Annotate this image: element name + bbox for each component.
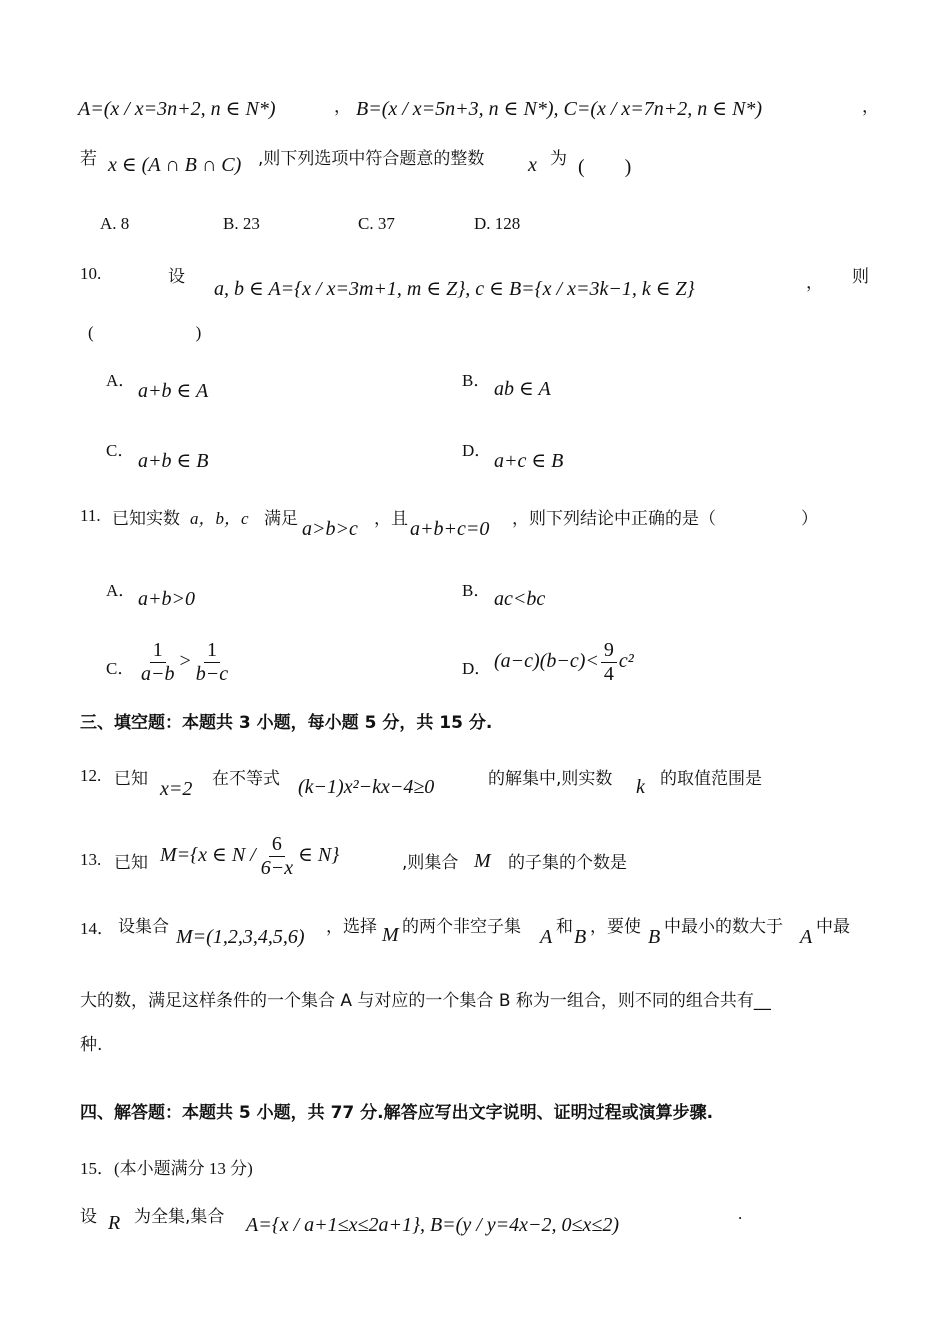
q11-c-numerator-1: 1 (150, 640, 166, 663)
q11-number: 11. (80, 506, 101, 525)
q10-comma: ， (806, 273, 823, 293)
q12-k: k (636, 776, 645, 798)
q9-answer-paren: ( ) (578, 156, 632, 178)
q11-option-a-math: a+b>0 (138, 588, 195, 610)
q10-number: 10. (80, 264, 102, 283)
q10-option-a-math: a+b ∈ A (138, 380, 209, 402)
q9-condition-text: ,则下列选项中符合题意的整数 (258, 149, 485, 169)
q10-expression: a, b ∈ A={x / x=3m+1, m ∈ Z}, c ∈ B={x / x=3k−1, k ∈ Z} (214, 278, 695, 300)
q14-number: 14． (80, 919, 114, 938)
q14-text-1: 设集合 (118, 917, 169, 937)
q14-text-2: ，选择 (326, 917, 377, 937)
q11-d-denominator: 4 (603, 663, 614, 685)
q11-c-greater: > (179, 650, 191, 673)
q11-d-right: c² (618, 650, 634, 673)
q14-line-2: 大的数，满足这样条件的一个集合 A 与对应的一个集合 B 称为一组合，则不同的组合共有__ (80, 991, 771, 1011)
q9-option-d: D. 128 (474, 214, 521, 233)
q14-b: B (574, 926, 587, 948)
q9-option-a: A. 8 (100, 214, 130, 233)
q11-inequality: a>b>c (302, 518, 358, 540)
q10-option-c-math: a+b ∈ B (138, 450, 209, 472)
section-3-heading: 三、填空题：本题共 3 小题，每小题 5 分，共 15 分. (80, 713, 493, 733)
q13-text-1: 已知 (114, 853, 148, 873)
q9-condition-variable: x (528, 154, 537, 176)
q14-text-4: ，要使 (590, 917, 641, 937)
q11-variables: a，b，c (190, 509, 249, 528)
q14-text-5: 中最小的数大于 (664, 917, 783, 937)
q11-option-d-label: D． (462, 659, 492, 678)
q11-option-c-label: C． (106, 659, 135, 678)
q13-numerator: 6 (269, 834, 285, 857)
q9-option-c: C. 37 (358, 214, 395, 233)
q10-she: 设 (168, 267, 185, 287)
q11-c-denominator-1: a−b (141, 663, 175, 685)
q11-c-denominator-2: b−c (195, 663, 229, 685)
q12-text-2: 在不等式 (212, 769, 280, 789)
q13-denominator: 6−x (260, 857, 294, 879)
q13-set-lead: M={x ∈ N / (160, 844, 256, 867)
q14-he: 和 (556, 917, 573, 937)
q14-text-6: 中最 (816, 917, 850, 937)
q9-option-b: B. 23 (223, 214, 260, 233)
q14-m: M (382, 924, 399, 946)
q11-option-a-label: A． (106, 581, 136, 600)
q10-option-b-label: B． (462, 371, 491, 390)
q12-text-3: 的解集中,则实数 (488, 769, 613, 789)
q10-option-d-label: D． (462, 441, 492, 460)
q14-set-m: M=(1,2,3,4,5,6) (176, 926, 305, 948)
q14-a: A (540, 926, 553, 948)
q15-heading: 15．(本小题满分 13 分) (80, 1159, 253, 1178)
q10-ze: 则 (852, 267, 869, 287)
q14-a-2: A (800, 926, 813, 948)
q11-text-1: 已知实数 (112, 509, 180, 529)
q15-r: R (108, 1212, 121, 1234)
q9-separator-2: ， (862, 97, 879, 117)
q13-set-m (160, 834, 339, 879)
q11-d-left: (a−c)(b−c)< (494, 650, 599, 673)
q9-separator-1: ， (334, 97, 351, 117)
q11-option-b-label: B． (462, 581, 491, 600)
q11-option-d-math (494, 640, 634, 685)
q15-dot: . (738, 1204, 743, 1223)
q14-text-3: 的两个非空子集 (402, 917, 521, 937)
q10-option-a-label: A． (106, 371, 136, 390)
q14-b-2: B (648, 926, 661, 948)
q14-line-3: 种. (80, 1035, 103, 1055)
q13-number: 13. (80, 850, 102, 869)
q9-condition-suffix: 为 (550, 149, 567, 169)
section-4-heading: 四、解答题：本题共 5 小题，共 77 分.解答应写出文字说明、证明过程或演算步骤. (80, 1103, 714, 1123)
q11-text-4: ，则下列结论中正确的是（ ） (512, 509, 818, 529)
q9-condition-expression: x ∈ (A ∩ B ∩ C) (108, 154, 242, 176)
q11-option-c-math (136, 640, 233, 685)
q9-set-a: A=(x / x=3n+2, n ∈ N*) (78, 98, 276, 120)
q15-sets: A={x / a+1≤x≤2a+1}, B=(y / y=4x−2, 0≤x≤2) (246, 1214, 620, 1236)
q10-option-d-math: a+c ∈ B (494, 450, 564, 472)
q11-option-b-math: ac<bc (494, 588, 546, 610)
q9-condition-prefix: 若 (80, 149, 97, 169)
q12-text-1: 已知 (114, 769, 148, 789)
q9-set-b-c: B=(x / x=5n+3, n ∈ N*), C=(x / x=7n+2, n ∈ N*) (356, 98, 763, 120)
q15-text-2: 为全集,集合 (134, 1207, 225, 1227)
q13-set-tail: ∈ N} (298, 844, 340, 867)
q11-d-numerator: 9 (601, 640, 617, 663)
q12-inequality: (k−1)x²−kx−4≥0 (298, 776, 435, 798)
q12-text-4: 的取值范围是 (660, 769, 762, 789)
q13-text-2: ,则集合 (402, 853, 459, 873)
q11-text-2: 满足 (264, 509, 298, 529)
q15-text-1: 设 (80, 1207, 97, 1227)
q11-text-3: ，且 (374, 509, 408, 529)
q10-option-c-label: C． (106, 441, 135, 460)
q13-text-3: 的子集的个数是 (508, 853, 627, 873)
q12-number: 12. (80, 766, 102, 785)
q10-answer-paren: ( ) (88, 323, 202, 342)
q11-c-numerator-2: 1 (204, 640, 220, 663)
q10-option-b-math: ab ∈ A (494, 378, 551, 400)
q13-m: M (474, 850, 491, 872)
q12-x-equals-2: x=2 (160, 778, 193, 800)
q11-sum: a+b+c=0 (410, 518, 490, 540)
